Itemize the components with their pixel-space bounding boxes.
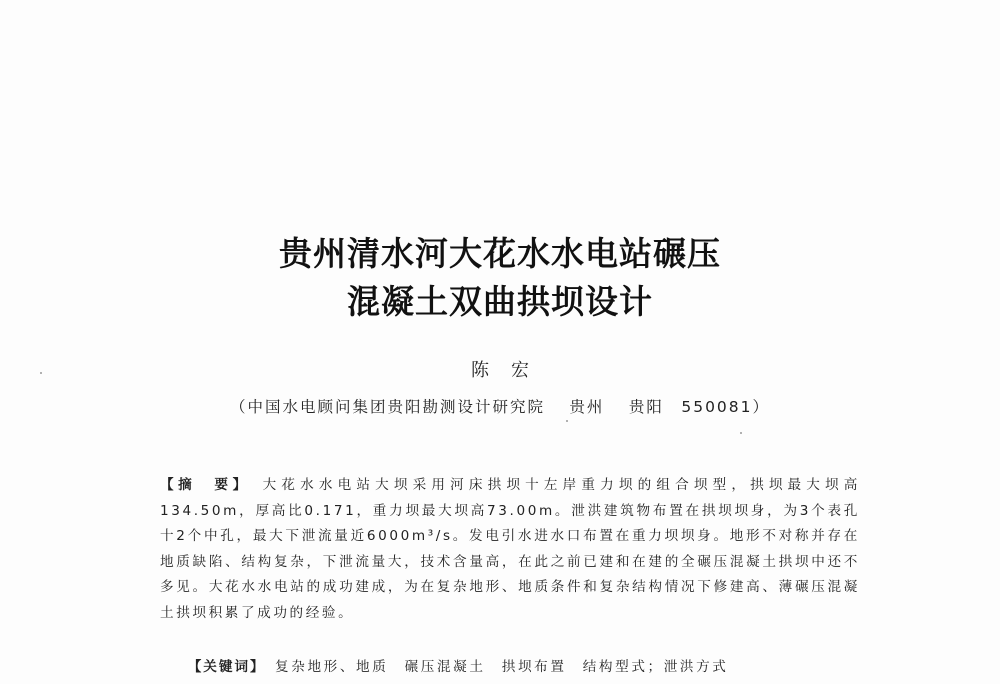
abstract-paragraph: [160, 473, 860, 627]
scan-speck: [740, 432, 742, 434]
title-line-1: 贵州清水河大花水水电站碾压: [279, 234, 721, 273]
abstract-text: 大花水水电站大坝采用河床拱坝十左岸重力坝的组合坝型，拱坝最大坝高134.50m，厚高比0.171，重力坝最大坝高73.00m。泄洪建筑物布置在拱坝坝身，为3个表孔十2个中孔，最大下泄流量近6000m³/s。发电引水进水口布置在重力坝坝身。地形不对称并存在地质缺陷、结构复杂，下泄流量大，技术含量高，在此之前已建和在建的全碾压混凝土拱坝中还不多见。大花水水电站的成功建成，为在复杂地形、地质条件和复杂结构情况下修建高、薄碾压混凝土拱坝积累了成功的经验。: [160, 477, 860, 621]
keywords-line: [160, 639, 860, 691]
author-name: 陈宏: [471, 360, 551, 381]
abstract-label: 【摘 要】: [160, 477, 244, 493]
scan-speck: [40, 372, 42, 374]
author-affiliation: （中国水电顾问集团贵阳勘测设计研究院 贵州 贵阳 550081）: [229, 398, 771, 416]
title-line-2: 混凝土双曲拱坝设计: [347, 282, 653, 321]
scan-speck: [566, 420, 568, 422]
keywords-text: 复杂地形、地质 碾压混凝土 拱坝布置 结构型式；泄洪方式: [258, 659, 729, 675]
keywords-label: 【关键词】: [187, 659, 259, 675]
